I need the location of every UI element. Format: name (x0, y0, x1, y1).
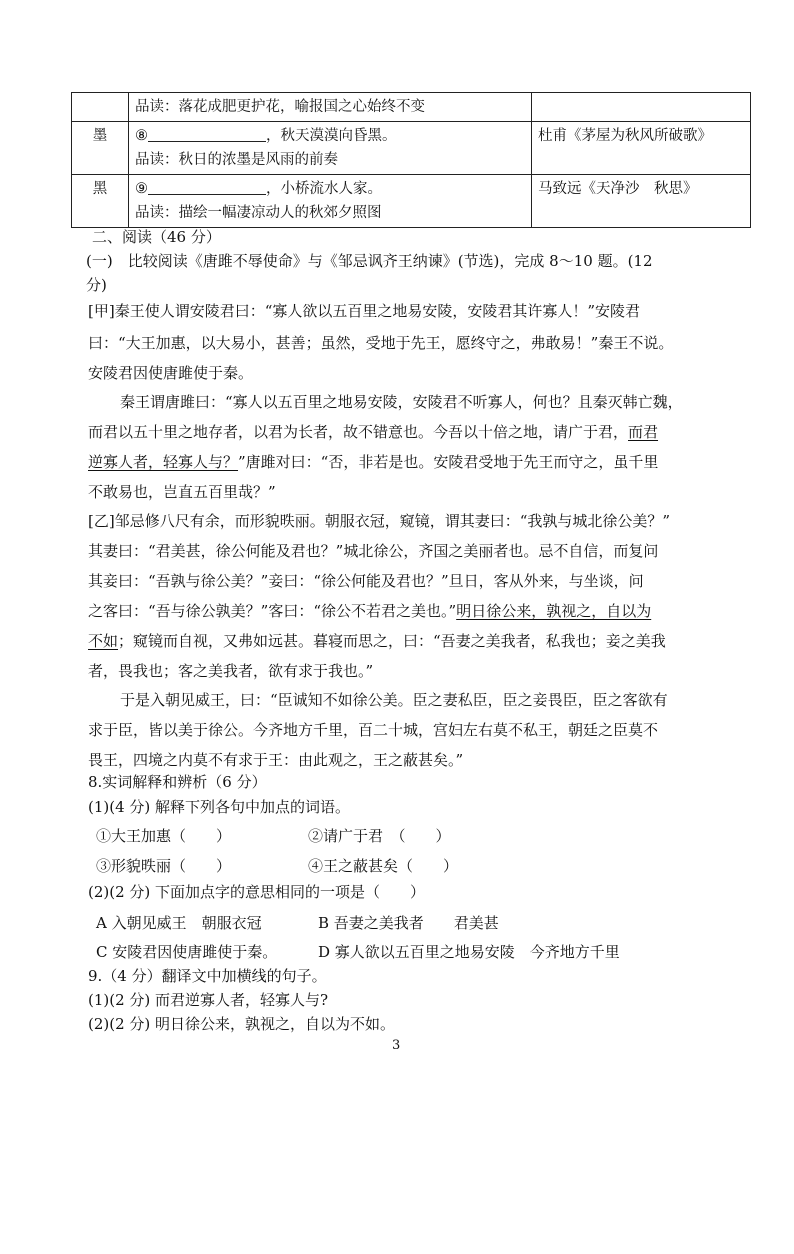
q8-option-c: C 安陵君因使唐雎使于秦。 (96, 943, 278, 961)
question-9: 9.（4 分）翻译文中加横线的句子。 (88, 967, 327, 985)
table-content-cell (129, 93, 532, 122)
passage-yi-line: 不如；窥镜而自视，又弗如远甚。暮寝而思之，曰：“吾妻之美我者，私我也；妾之美我 (88, 632, 666, 650)
appreciation-text: 品读：落花成肥更护花，喻报国之心始终不变 (135, 99, 425, 115)
underlined-sentence: 不如 (88, 632, 119, 650)
item-number: ⑧ (135, 128, 148, 144)
underlined-sentence: 而君 (628, 423, 659, 441)
q8-option-a: A 入朝见威王 朝服衣冠 (96, 914, 262, 932)
q8-option-d: D 寡人欲以五百里之地易安陵 今齐地方千里 (318, 943, 620, 961)
passage-yi-line: 求于臣，皆以美于徐公。今齐地方千里，百二十城，宫妇左右莫不私王，朝廷之臣莫不 (88, 721, 659, 739)
fill-blank[interactable] (148, 178, 266, 195)
appreciation-text: 品读：秋日的浓墨是风雨的前奏 (135, 152, 338, 168)
poem-table (71, 92, 751, 228)
poem-line: ，秋天漠漠向昏黑。 (266, 128, 397, 144)
passage-yi-line: [乙]邹忌修八尺有余，而形貌昳丽。朝服衣冠，窥镜，谓其妻曰：“我孰与城北徐公美？” (88, 512, 671, 530)
passage-jia-line: 不敢易也，岂直五百里哉？” (88, 483, 276, 501)
q8-item: ②请广于君 （ ） (308, 827, 451, 845)
q8-item: ④王之蔽甚矣（ ） (308, 857, 459, 875)
passage-jia-line: [甲]秦王使人谓安陵君曰：“寡人欲以五百里之地易安陵，安陵君其许寡人！”安陵君 (88, 302, 641, 320)
page-number: 3 (392, 1038, 401, 1053)
appreciation-text: 品读：描绘一幅凄凉动人的秋郊夕照图 (135, 205, 382, 221)
subsection-heading-cont: 分) (86, 276, 107, 294)
table-content-cell (129, 175, 532, 228)
table-char-cell: 黑 (72, 175, 129, 228)
table-char-cell: 墨 (72, 122, 129, 175)
passage-yi-line: 于是入朝见威王，曰：“臣诚知不如徐公美。臣之妻私臣，臣之妾畏臣，臣之客欲有 (120, 691, 668, 709)
table-row (72, 93, 751, 122)
passage-jia-line: 秦王谓唐雎曰：“寡人以五百里之地易安陵，安陵君不听寡人，何也？且秦灭韩亡魏， (120, 393, 683, 411)
table-content-cell (129, 122, 532, 175)
passage-yi-line: 畏王，四境之内莫不有求于王：由此观之，王之蔽甚矣。” (88, 751, 464, 769)
q8-item: ③形貌昳丽（ ） (96, 857, 232, 875)
passage-jia-line: 曰：“大王加惠，以大易小，甚善；虽然，受地于先王，愿终守之，弗敢易！”秦王不说。 (88, 334, 674, 352)
passage-yi-line: 之客曰：“吾与徐公孰美？”客曰：“徐公不若君之美也。”明日徐公来，孰视之，自以为 (88, 602, 652, 620)
table-char-cell (72, 93, 129, 122)
question-9-2: (2)(2 分) 明日徐公来，孰视之，自以为不如。 (88, 1015, 396, 1033)
poem-line: ，小桥流水人家。 (266, 181, 382, 197)
passage-yi-line: 其妾曰：“吾孰与徐公美？”妾曰：“徐公何能及君也？”旦日，客从外来，与坐谈，问 (88, 572, 644, 590)
question-8-2: (2)(2 分) 下面加点字的意思相同的一项是（ ） (88, 883, 426, 901)
table-source-cell (532, 93, 751, 122)
fill-blank[interactable] (148, 125, 266, 142)
passage-yi-line: 者，畏我也；客之美我者，欲有求于我也。” (88, 662, 374, 680)
question-8-1: (1)(4 分) 解释下列各句中加点的词语。 (88, 798, 351, 816)
section-heading: 二、阅读（46 分） (92, 228, 221, 246)
passage-jia-line: 而君以五十里之地存者，以君为长者，故不错意也。今吾以十倍之地，请广于君，而君 (88, 423, 659, 441)
passage-jia-line: 逆寡人者，轻寡人与？”唐雎对曰：“否，非若是也。安陵君受地于先王而守之，虽千里 (88, 453, 659, 471)
passage-yi-line: 其妻曰：“君美甚，徐公何能及君也？”城北徐公，齐国之美丽者也。忌不自信，而复问 (88, 542, 659, 560)
underlined-sentence: 明日徐公来，孰视之，自以为 (456, 602, 652, 620)
q8-option-b: B 吾妻之美我者 君美甚 (318, 914, 499, 932)
item-number: ⑨ (135, 181, 148, 197)
table-source-cell: 杜甫《茅屋为秋风所破歌》 (532, 122, 751, 175)
q8-item: ①大王加惠（ ） (96, 827, 232, 845)
underlined-sentence: 逆寡人者，轻寡人与？ (88, 453, 239, 471)
question-9-1: (1)(2 分) 而君逆寡人者，轻寡人与? (88, 991, 329, 1009)
subsection-heading: (一) 比较阅读《唐雎不辱使命》与《邹忌讽齐王纳谏》(节选)，完成 8～10 题。(12 (86, 252, 653, 270)
question-8: 8.实词解释和辨析（6 分） (88, 773, 267, 791)
table-row (72, 175, 751, 228)
passage-jia-line: 安陵君因使唐雎使于秦。 (88, 364, 254, 382)
table-row (72, 122, 751, 175)
table-source-cell: 马致远《天净沙 秋思》 (532, 175, 751, 228)
